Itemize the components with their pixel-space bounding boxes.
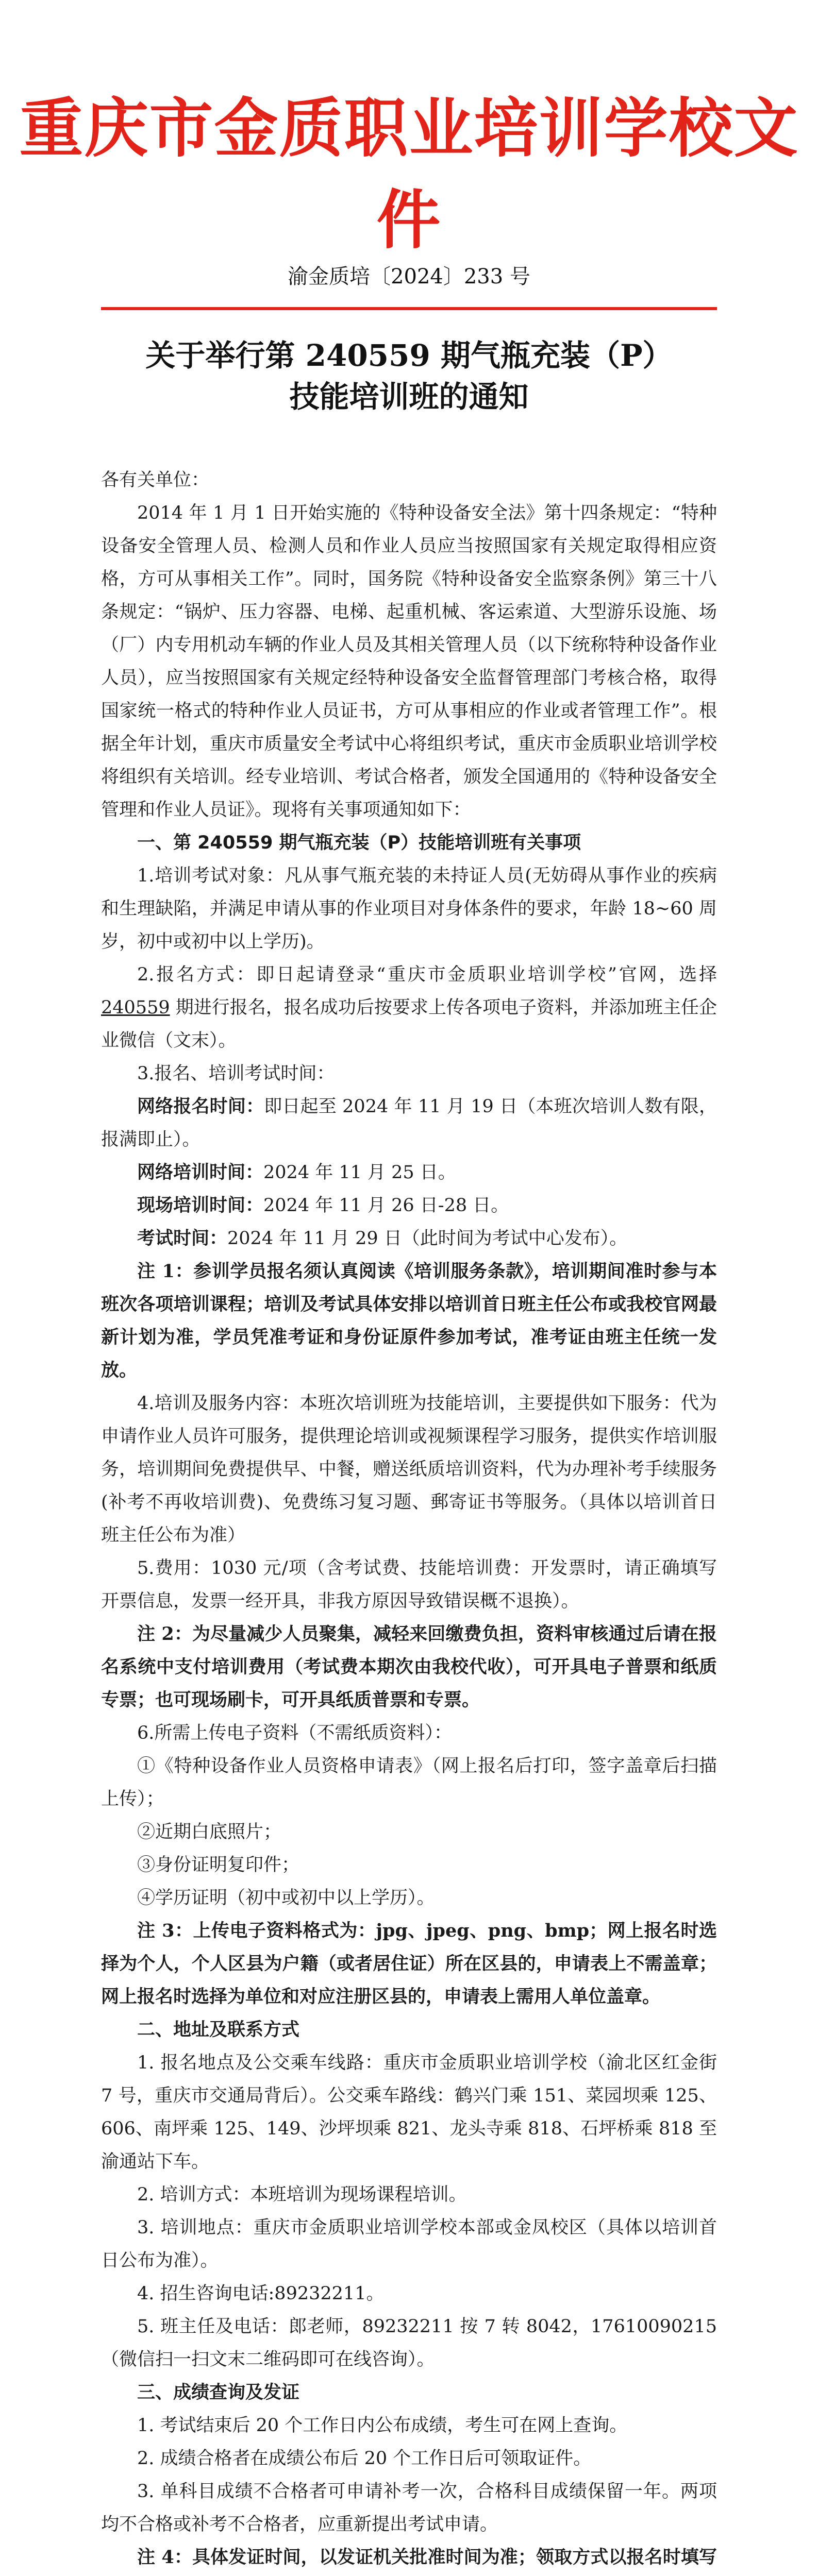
s2-item-4: 4. 招生咨询电话:89232211。 (137, 2283, 385, 2304)
note-3 (101, 1914, 717, 2013)
exam-time (101, 1222, 717, 1255)
onsite-training-label: 现场培训时间： (137, 1195, 264, 1216)
s3-item-2: 2. 成绩合格者在成绩公布后 20 个工作日后可领取证件。 (137, 2448, 592, 2469)
s1-item-2 (101, 958, 717, 1057)
onsite-training-value: 2024 年 11 月 26 日-28 日。 (263, 1195, 509, 1216)
s1-item-1: 1.培训考试对象：凡从事气瓶充装的未持证人员(无妨碍从事作业的疾病和生理缺陷，并满足申请从事的作业项目对身体条件的要求，年龄 18~60 周岁，初中或初中以上学历)。 (101, 866, 717, 952)
notice-body (101, 464, 717, 2576)
online-training-time (101, 1156, 717, 1189)
s3-item-1: 1. 考试结束后 20 个工作日内公布成绩，考生可在网上查询。 (137, 2415, 628, 2436)
note-2-text: 注 2：为尽量减少人员聚集，减轻来回缴费负担，资料审核通过后请在报名系统中支付培训费用（考试费本期次由我校代收），可开具电子普票和纸质专票；也可现场刷卡，可开具纸质普票和专票。 (101, 1623, 717, 1710)
s1-item-2-pre: 2.报名方式：即日起请登录“重庆市金质职业培训学校”官网，选择 (137, 964, 717, 985)
salutation: 各有关单位： (101, 470, 210, 490)
note-3-text: 注 3：上传电子资料格式为：jpg、jpeg、png、bmp；网上报名时选择为个人，个人区县为户籍（或者居住证）所在区县的，申请表上不需盖章；网上报名时选择为单位和对应注册区县的，申请表上需用人单位盖章。 (101, 1920, 717, 2007)
online-training-label: 网络培训时间： (137, 1162, 264, 1183)
note-2 (101, 1618, 717, 1717)
notice-title (103, 335, 715, 417)
section-1-title: 一、第 240559 期气瓶充装（P）技能培训班有关事项 (137, 833, 581, 853)
exam-time-value: 2024 年 11 月 29 日（此时间为考试中心发布）。 (227, 1228, 628, 1249)
online-training-value: 2024 年 11 月 25 日。 (263, 1162, 456, 1183)
s2-item-1: 1. 报名地点及公交乘车线路：重庆市金质职业培训学校（渝北区红金街 7 号，重庆市交通局背后）。公交乘车路线：鹤兴门乘 151、菜园坝乘 125、606、南坪乘 125、149、沙坪坝乘 821、龙头寺乘 818、石坪桥乘 818 至渝通站下车。 (101, 2053, 717, 2172)
list-item-2: ②近期白底照片； (137, 1822, 282, 1842)
intro-paragraph: 2014 年 1 月 1 日开始实施的《特种设备安全法》第十四条规定：“特种设备安全管理人员、检测人员和作业人员应当按照国家有关规定取得相应资格，方可从事相关工作”。同时，国务院《特种设备安全监察条例》第三十八条规定：“锅炉、压力容器、电梯、起重机械、客运索道、大型游乐设施、场（厂）内专用机动车辆的作业人员及其相关管理人员（以下统称特种设备作业人员），应当按照国家有关规定经特种设备安全监督管理部门考核合格，取得国家统一格式的特种作业人员证书，方可从事相应的作业或者管理工作”。根据全年计划，重庆市质量安全考试中心将组织考试，重庆市金质职业培训学校将组织有关培训。经专业培训、考试合格者，颁发全国通用的《特种设备安全管理和作业人员证》。现将有关事项通知如下： (101, 503, 717, 820)
title-line-1: 关于举行第 240559 期气瓶充装（P） (145, 338, 673, 373)
exam-time-label: 考试时间： (137, 1228, 228, 1249)
note-4-text: 注 4：具体发证时间，以发证机关批准时间为准；领取方式以报名时填写 (137, 2547, 717, 2568)
online-signup-label: 网络报名时间： (137, 1096, 264, 1117)
online-signup-time (101, 1090, 717, 1156)
s2-item-3: 3. 培训地点：重庆市金质职业培训学校本部或金凤校区（具体以培训首日公布为准）。 (101, 2217, 717, 2271)
title-line-2: 技能培训班的通知 (289, 379, 529, 414)
note-1-text: 注 1：参训学员报名须认真阅读《培训服务条款》，培训期间准时参与本班次各项培训课程；培训及考试具体安排以培训首日班主任公布或我校官网最新计划为准，学员凭准考证和身份证原件参加考试，准考证由班主任统一发放。 (101, 1261, 717, 1381)
masthead-title: 重庆市金质职业培训学校文件 (19, 92, 799, 258)
red-divider (101, 307, 717, 310)
document-number: 渝金质培〔2024〕233 号 (288, 265, 530, 289)
list-item-4: ④学历证明（初中或初中以上学历）。 (137, 1888, 435, 1908)
list-item-3: ③身份证明复印件； (137, 1855, 300, 1875)
s1-item-4: 4.培训及服务内容：本班次培训班为技能培训，主要提供如下服务：代为申请作业人员许可服务，提供理论培训或视频课程学习服务，提供实作培训服务，培训期间免费提供早、中餐，赠送纸质培训资料，代为办理补考手续服务(补考不再收培训费)、免费练习复习题、郵寄证书等服务。（具体以培训首日班主任公布为准） (101, 1393, 717, 1546)
s3-item-3: 3. 单科目成绩不合格者可申请补考一次，合格科目成绩保留一年。两项均不合格或补考不合格者，应重新提出考试申请。 (101, 2481, 717, 2535)
section-3-title: 三、成绩查询及发证 (137, 2382, 300, 2403)
s2-item-5: 5. 班主任及电话：郎老师，89232211 按 7 转 8042，17610090215（微信扫一扫文末二维码即可在线咨询）。 (101, 2316, 717, 2370)
class-number-link[interactable]: 240559 (101, 997, 170, 1018)
s1-item-6: 6.所需上传电子资料（不需纸质资料）： (137, 1723, 452, 1743)
online-signup-value: 即日起至 2024 年 11 月 19 日（本班次培训人数有限，报满即止）。 (101, 1096, 717, 1150)
note-1 (101, 1255, 717, 1387)
s1-item-3: 3.报名、培训考试时间： (137, 1063, 335, 1084)
s1-item-5: 5.费用：1030 元/项（含考试费、技能培训费：开发票时，请正确填写开票信息，发票一经开具，非我方原因导致错误概不退换）。 (101, 1558, 717, 1612)
list-item-1: ①《特种设备作业人员资格申请表》（网上报名后打印，签字盖章后扫描上传）； (101, 1756, 717, 1809)
s2-item-2: 2. 培训方式：本班培训为现场课程培训。 (137, 2184, 467, 2205)
onsite-training-time (101, 1189, 717, 1222)
note-4 (101, 2541, 717, 2576)
s1-item-2-post: 期进行报名，报名成功后按要求上传各项电子资料，并添加班主任企业微信（文末）。 (101, 997, 717, 1051)
section-2-title: 二、地址及联系方式 (137, 2020, 300, 2040)
